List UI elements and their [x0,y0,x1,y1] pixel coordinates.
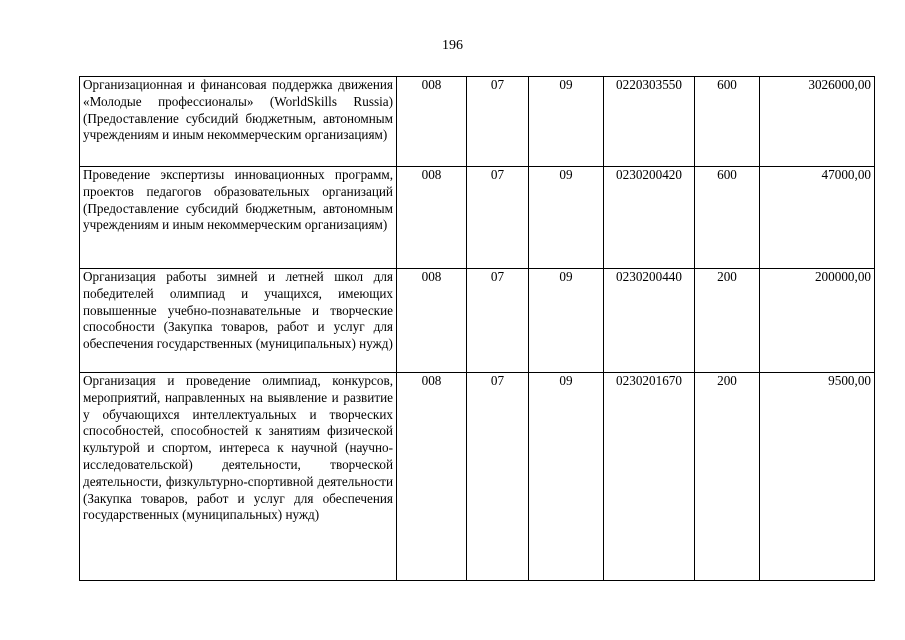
expense-type-code: 600 [695,77,760,167]
amount: 9500,00 [760,373,875,581]
amount: 3026000,00 [760,77,875,167]
row-description: Организационная и финансовая поддержка движения «Молодые профессионалы» (WorldSkills Russia) (Предоставление субсидий бюджетным, автономным учреждениям и иным некоммерческим организациям) [80,77,397,167]
budget-table [79,76,875,581]
section-code: 07 [467,167,529,269]
amount: 200000,00 [760,269,875,373]
row-description: Проведение экспертизы инновационных программ, проектов педагогов образовательных организаций (Предоставление субсидий бюджетным, автономным учреждениям и иным некоммерческим организациям) [80,167,397,269]
subsection-code: 09 [529,269,604,373]
amount: 47000,00 [760,167,875,269]
table-row [80,77,875,167]
ministry-code: 008 [397,77,467,167]
expense-type-code: 200 [695,373,760,581]
ministry-code: 008 [397,269,467,373]
target-article-code: 0230200440 [604,269,695,373]
section-code: 07 [467,77,529,167]
subsection-code: 09 [529,77,604,167]
subsection-code: 09 [529,373,604,581]
expense-type-code: 600 [695,167,760,269]
target-article-code: 0230201670 [604,373,695,581]
page-number: 196 [442,38,463,53]
table-row [80,269,875,373]
section-code: 07 [467,373,529,581]
section-code: 07 [467,269,529,373]
row-description: Организация и проведение олимпиад, конкурсов, мероприятий, направленных на выявление и развитие у обучающихся интеллектуальных и творческих способностей, способностей к занятиям физической культурой и спортом, интереса к научной (научно-исследовательской) деятельности, творческой деятельности, физкультурно-спортивной деятельности (Закупка товаров, работ и услуг для обеспечения государственных (муниципальных) нужд) [80,373,397,581]
target-article-code: 0220303550 [604,77,695,167]
expense-type-code: 200 [695,269,760,373]
table-row [80,167,875,269]
row-description: Организация работы зимней и летней школ для победителей олимпиад и учащихся, имеющих повышенные учебно-познавательные и творческие способности (Закупка товаров, работ и услуг для обеспечения государственных (муниципальных) нужд) [80,269,397,373]
subsection-code: 09 [529,167,604,269]
target-article-code: 0230200420 [604,167,695,269]
table-row [80,373,875,581]
ministry-code: 008 [397,167,467,269]
ministry-code: 008 [397,373,467,581]
